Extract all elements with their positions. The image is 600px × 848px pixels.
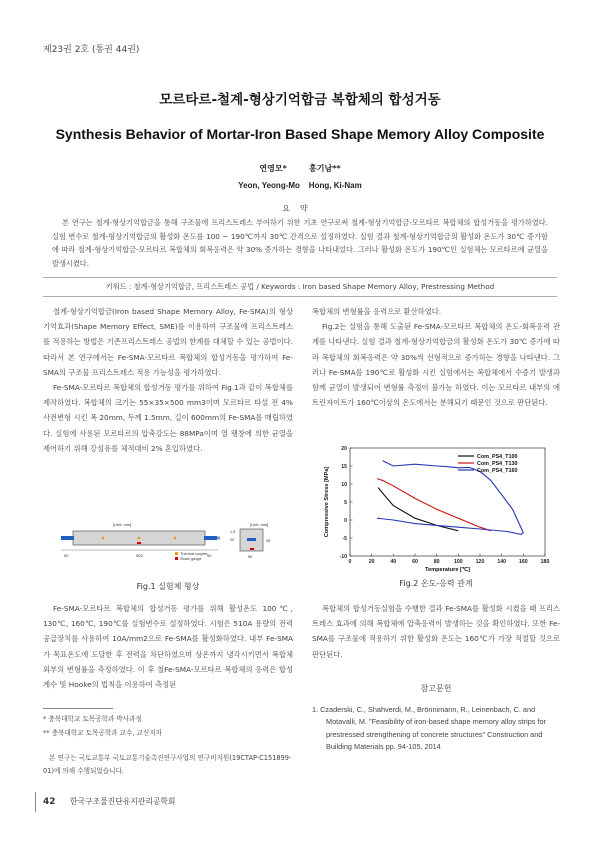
y-tick-label: -10 (339, 554, 347, 560)
paragraph: Fe-SMA-모르타르 복합체의 합성거동 평가를 위하여 Fig.1과 같이 복합체를 제작하였다. 복합체의 크기는 55×35×500 mm3이며 모르타르 타설 전 4% 사전변형 시킨 폭 20mm, 두께 1.5mm, 길이 600mm의 Fe-SMA를 매립하였다. 실험에 사용된 모르타르의 압축강도는 88MPa이며 열 팽창에 의한 균열을 제어하기 위해 강섬유를 체적대비 2% 혼입하였다. (43, 383, 293, 453)
fig1-unit-label: [Unit: mm] (250, 522, 269, 527)
thermal-coupler-marker (138, 537, 141, 540)
x-tick-label: 20 (368, 559, 375, 565)
references-heading: 참고문헌 (420, 684, 452, 693)
legend-thermal-label: Thermal coupler (180, 552, 208, 556)
left-column-bottom (43, 601, 293, 692)
cross-section-strip (247, 538, 256, 541)
fig1-caption: Fig.1 실험체 형상 (136, 582, 200, 591)
x-tick-label: 160 (519, 559, 528, 565)
fig1-unit-label: [Unit: mm] (113, 522, 132, 527)
fig2-caption: Fig.2 온도-응력 관계 (399, 579, 473, 588)
x-tick-label: 0 (348, 559, 352, 565)
title-korean: 모르타르-철계-형상기억합금 복합체의 합성거동 (159, 92, 441, 108)
y-tick-label: -5 (342, 536, 347, 542)
x-tick-label: 140 (497, 559, 506, 565)
x-tick-label: 40 (390, 559, 397, 565)
footnote-rule (43, 708, 113, 709)
strain-gauge-marker (137, 542, 141, 544)
footnote-2: ** 충북대학교 토목공학과 교수, 교신저자 (43, 729, 162, 737)
strip-end-right (204, 536, 217, 540)
authors-korean: 연영모* 홍기남** (259, 164, 341, 173)
funding-note: 본 연구는 국토교통부 국토교통기술촉진연구사업의 연구비지원(19CTAP-C151899-01)에 의해 수행되었습니다. (43, 754, 292, 775)
thermal-coupler-marker (102, 537, 105, 540)
paragraph: Fig.2는 실험을 통해 도출된 Fe-SMA-모르타르 복합체의 온도-회복응력 관계를 나타낸다. 실험 결과 철계-형상기억합금의 활성화 온도가 30℃ 증가에 따라 복합체의 회복응력은 약 30%씩 선형적으로 증가하는 경향을 나타낸다. 그러나 Fe-SMA를 190℃로 활성화 시킨 실험에서는 복합체에서 수증기 발생과 함께 균열이 발생되어 변형률 측정이 불가능 하였다. 이는 모르타르 내부의 에트린자이트가 160℃이상의 온도에서는 분해되기 때문인 것으로 판단된다. (312, 322, 560, 408)
footer (43, 796, 175, 807)
legend-label: Com_PS4_T130 (477, 461, 518, 467)
strip-end-left (61, 536, 74, 540)
keywords: 키워드 : 철계-형상기억합금, 프리스트레스 공법 / Keywords : Iron based Shape Memory Alloy, Prestressing Method (43, 277, 557, 297)
fig1-dim: 20 (230, 538, 235, 542)
page-number: 42 (43, 797, 56, 807)
title-english: Synthesis Behavior of Mortar-Iron Based Shape Memory Alloy Composite (55, 126, 545, 142)
legend-label: Com_PS4_T160 (477, 468, 518, 474)
y-tick-label: 20 (341, 446, 347, 452)
authors-english: Yeon, Yeong-Mo Hong, Ki-Nam (238, 181, 362, 190)
fig1-dim: 50 (207, 553, 212, 558)
y-tick-label: 0 (344, 518, 347, 524)
x-tick-label: 60 (412, 559, 418, 565)
right-column-bottom (312, 601, 560, 662)
x-tick-label: 180 (540, 559, 550, 565)
y-tick-label: 10 (341, 482, 347, 488)
fig1-specimen-diagram (58, 517, 288, 577)
paragraph: 철계-형상기억합금(Iron based Shape Memory Alloy, Fe-SMA)의 형상기억효과(Shape Memory Effect, SME)를 이용하여 구조물에 프리스트레스를 적용하는 방법은 기존프리스트레스 공법의 한계를 대체할 수 있는 공법이다. 따라서 본 연구에서는 Fe-SMA-모르타르 복합체의 합성거동을 평가하여 Fe-SMA의 구조물 프리스트레스 적용 가능성을 평가하였다. (43, 307, 293, 377)
journal-name: 한국구조물진단유지관리공학회 (70, 797, 176, 806)
fig2-chart (320, 444, 552, 572)
y-tick-label: 5 (344, 500, 347, 506)
x-tick-label: 100 (454, 559, 463, 565)
x-tick-label: 80 (433, 559, 440, 565)
issue-header: 제23권 2호 (통권 44권) (43, 45, 140, 55)
legend-strain-label: Strain gauge (180, 557, 202, 561)
fig1-dim: 35 (266, 539, 271, 543)
abstract-heading: 요약 (282, 204, 318, 213)
abstract-text: 본 연구는 철계-형상기억합금을 통해 구조물에 프리스트레스 부여하기 위한 기초 연구로써 철계-형상기억합금-모르타르 복합체의 합성거동을 평가하였다. 실험 변수로 철계-형상기억합금의 활성화 온도를 100 ~ 190℃까지 30℃ 간격으로 설정하였다. 실험 결과 철계-형상기억합금의 활성화 온도가 30℃ 증가함에 따라 철계-형상기억합금-모르타르 복합체의 회복응력은 약 30% 증가하는 경향을 나타내었다. 그러나 활성화 온도가 190℃인 실험체는 모르타르에 균열을 발생시켰다. (52, 218, 548, 268)
x-tick-label: 120 (475, 559, 485, 565)
legend-strain-swatch (175, 557, 178, 560)
cross-section-gauge (250, 548, 254, 550)
fig1-dim: 50 (64, 553, 69, 558)
thermal-coupler-marker (174, 537, 177, 540)
legend-thermal-swatch (175, 552, 178, 555)
right-column-top (312, 304, 560, 410)
fig1-dim: 1.5 (230, 530, 236, 534)
x-axis-label: Temperature [℃] (424, 567, 471, 572)
reference-item: 1. Czaderski, C., Shahverdi, M., Brönnimann, R., Leinenbach, C. and Motavalli, M. "Feasibility of iron-based shape memory alloy strips for prestressed strengthening of concrete structures" Construction and Building Materials pp. 94-105, 2014 (312, 705, 546, 751)
paragraph: Fe-SMA-모르타르 복합체의 합성거동 평가를 위해 활성온도 100℃, 130℃, 160℃, 190℃를 실험변수로 설정하였다. 시험은 510A 용량의 전력공급장치를 사용하여 10A/mm2으로 Fe-SMA를 활성화하였다. 내부 Fe-SMA가 목표온도에 도달한 후 전력을 차단하였으며 상온까지 냉각시키면서 복합체 외부의 변형률을 측정하였다. 이 후 철Fe-SMA-모르타르 복합체의 응력은 합성계수 및 Hooke의 법칙을 이용하여 측정된 (43, 604, 293, 690)
fig1-dim: 500 (136, 553, 143, 558)
y-tick-label: 15 (341, 464, 347, 470)
left-column-top (43, 304, 293, 456)
paragraph: 복합체의 변형률을 응력으로 환산하였다. (312, 307, 442, 316)
paragraph: 복합체의 합성거동실험을 수행한 결과 Fe-SMA를 활성화 시켰을 때 프리스트레스 효과에 의해 복합체에 압축응력이 발생하는 것을 확인하였다. 또한 Fe-SMA를 구조물에 적용하기 위한 활성화 온도는 160℃가 가장 적절할 것으로 판단된다. (312, 604, 560, 659)
footer-bar (35, 792, 36, 812)
fig1-dim: 55 (248, 555, 253, 559)
legend-label: Com_PS4_T100 (477, 454, 518, 460)
y-axis-label: Compressive Stress [MPa] (324, 466, 330, 538)
footnote-1: * 충북대학교 토목공학과 박사과정 (43, 715, 142, 723)
series-line-Com_PS4_T130 (377, 479, 491, 531)
